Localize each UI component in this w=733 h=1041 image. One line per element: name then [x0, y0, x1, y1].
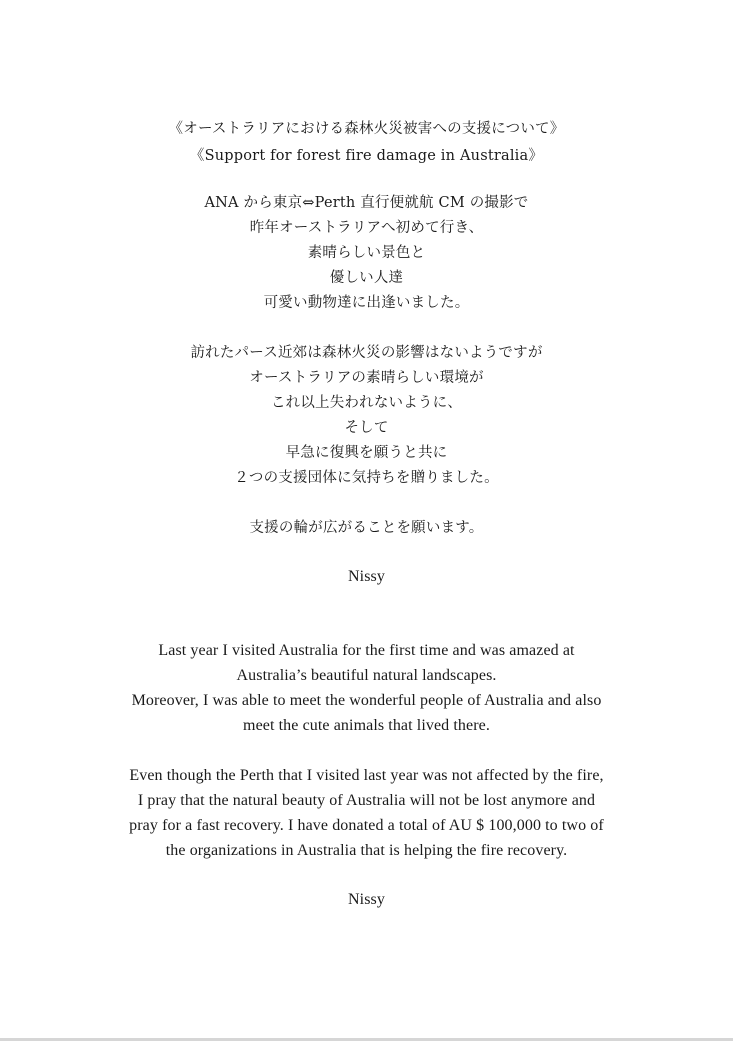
en-paragraph-2-line: pray for a fast recovery. I have donated a total of AU $ 100,000 to two of — [129, 817, 604, 834]
jp-paragraph-3: 支援の輪が広がることを願います。 — [249, 520, 484, 536]
jp-paragraph-2-line: これ以上失われないように、 — [270, 395, 463, 411]
en-paragraph-1-line: Last year I visited Australia for the first time and was amazed at — [158, 642, 575, 659]
en-signature: Nissy — [348, 891, 385, 908]
en-paragraph-2-line: I pray that the natural beauty of Australia will not be lost anymore and — [137, 792, 596, 809]
en-paragraph-1-line: meet the cute animals that lived there. — [243, 717, 490, 734]
jp-paragraph-2-line: 訪れたパース近郊は森林火災の影響はないようですが — [190, 345, 543, 361]
jp-paragraph-1-line: 素晴らしい景色と — [307, 245, 426, 261]
title-english: 《Support for forest fire damage in Australia》 — [189, 148, 544, 164]
jp-paragraph-1-line: ANA から東京⇔Perth 直行便就航 CM の撮影で — [204, 195, 529, 211]
jp-paragraph-2-line: そして — [344, 420, 389, 436]
jp-paragraph-2-line: オーストラリアの素晴らしい環境が — [249, 370, 484, 386]
jp-paragraph-2-line: 早急に復興を願うと共に — [285, 445, 448, 461]
jp-signature: Nissy — [348, 568, 385, 585]
en-paragraph-2-line: the organizations in Australia that is helping the fire recovery. — [165, 842, 568, 859]
jp-paragraph-1-line: 可愛い動物達に出逢いました。 — [263, 295, 470, 311]
jp-paragraph-2-line: ２つの支援団体に気持ちを贈りました。 — [234, 470, 499, 486]
en-paragraph-1-line: Moreover, I was able to meet the wonderful people of Australia and also — [131, 692, 602, 709]
jp-paragraph-1-line: 昨年オーストラリアへ初めて行き、 — [249, 220, 484, 236]
jp-paragraph-1-line: 優しい人達 — [329, 270, 404, 286]
en-paragraph-2-line: Even though the Perth that I visited last year was not affected by the fire, — [129, 767, 604, 784]
title-japanese: 《オーストラリアにおける森林火災被害への支援について》 — [168, 121, 565, 137]
en-paragraph-1-line: Australia’s beautiful natural landscapes. — [236, 667, 497, 684]
